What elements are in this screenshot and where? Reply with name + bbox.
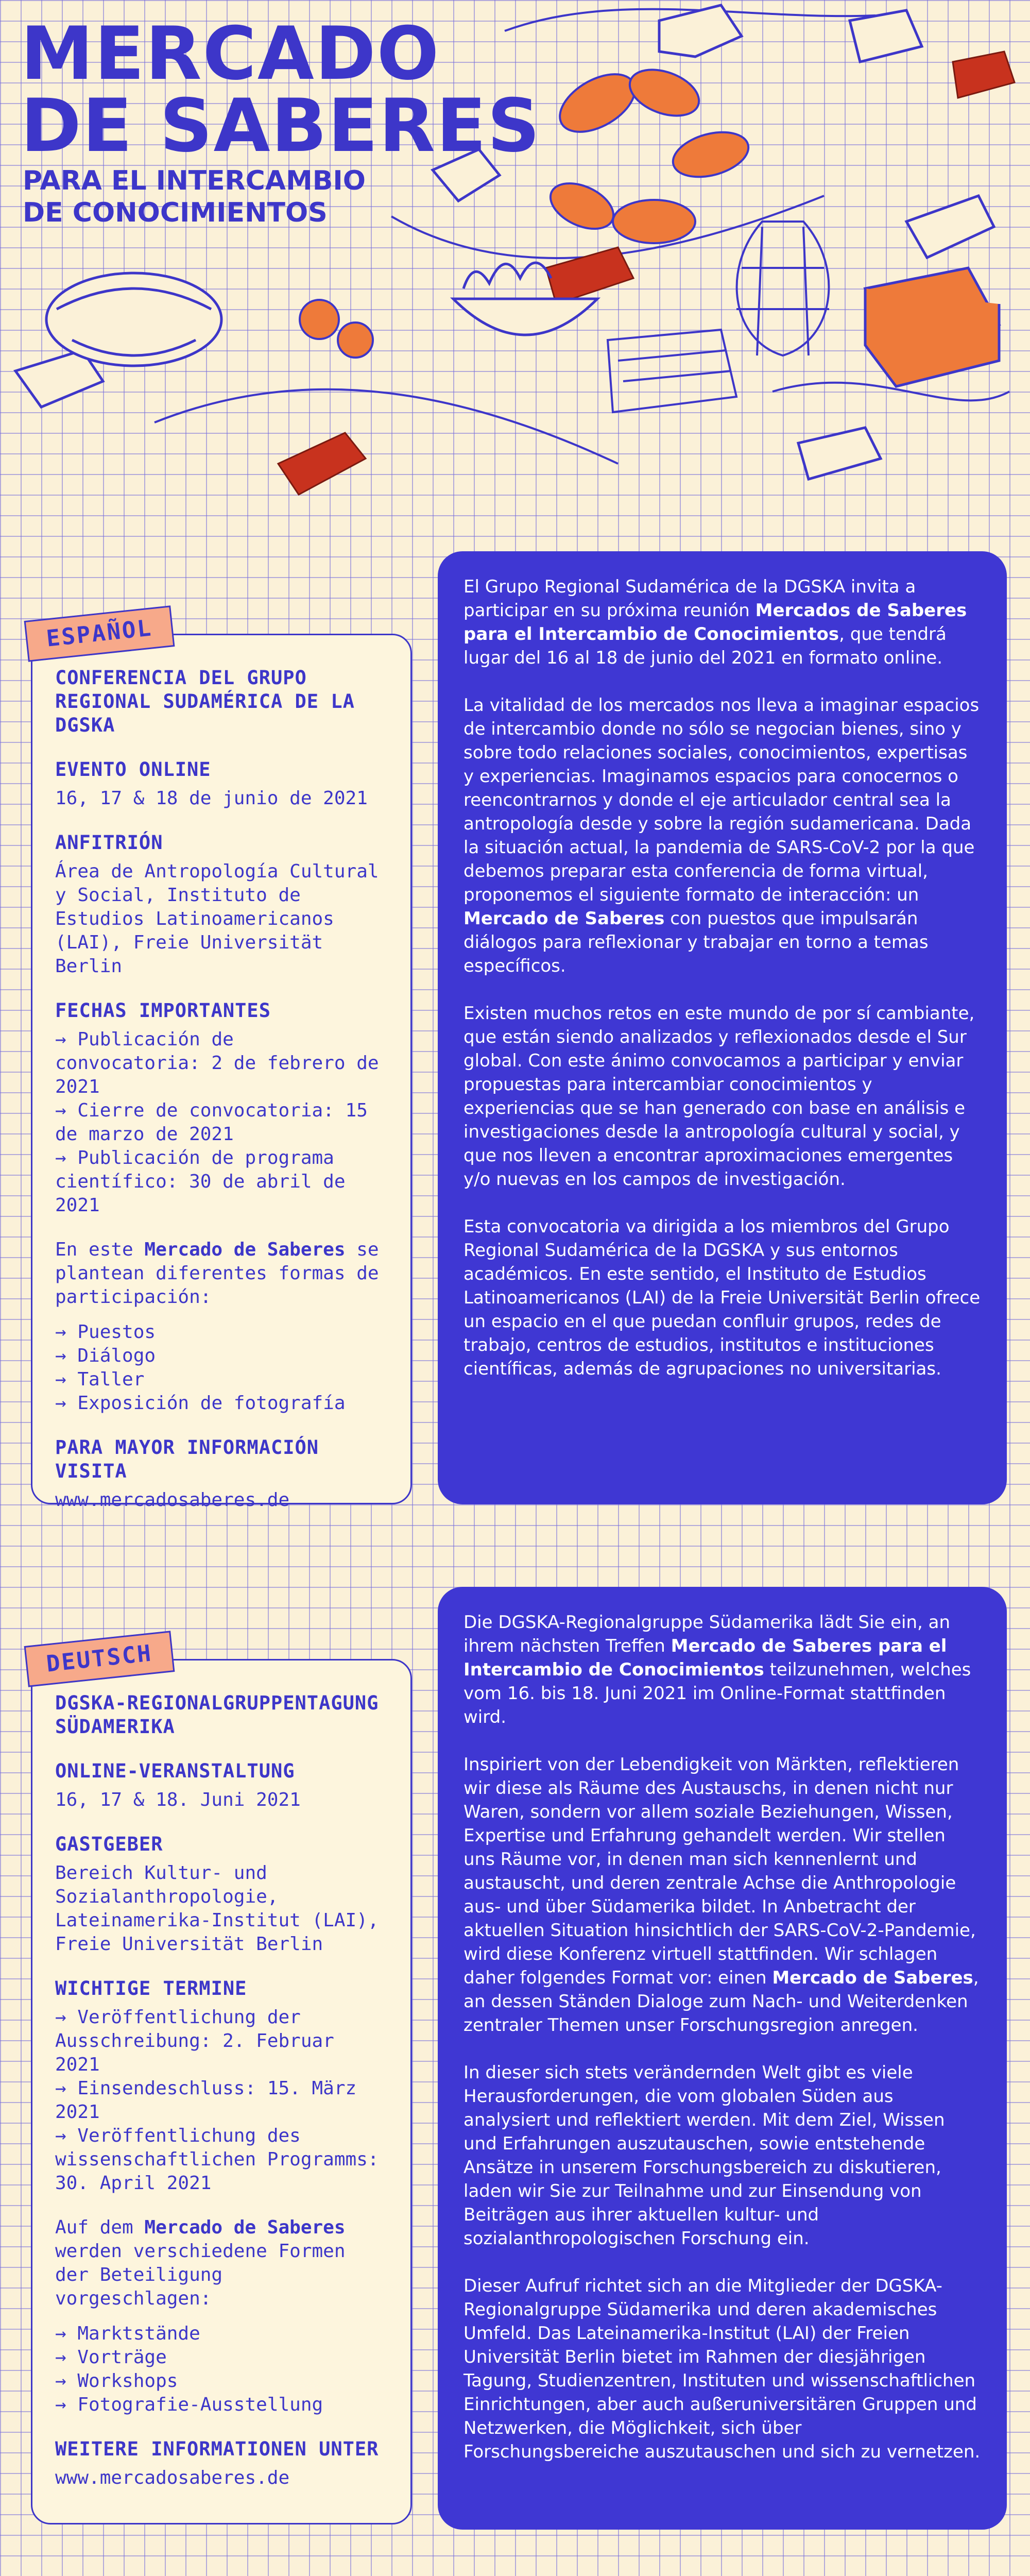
info-heading: WEITERE INFORMATIONEN UNTER [55, 2438, 379, 2460]
paragraph: El Grupo Regional Sudamérica de la DGSKA invita a participar en su próxima reunión Mercados de Saberes para el Intercambio de Conocimientos, que tendrá lugar del 16 al 18 de junio del 2021 en formato online. [464, 577, 967, 668]
paragraph: Dieser Aufruf richtet sich an die Mitglieder der DGSKA-Regionalgruppe Südamerika und deren akademisches Umfeld. Das Lateinamerika-Institut (LAI) der Freien Universität Berlin bietet im Rahmen der diesjährigen Tagung, Studienzentren, Instituten und wissenschaftlichen Einrichtungen, aber auch außeruniversitären Gruppen und Netzwerken, die Möglichkeit, sich über Forschungsbereiche auszutauschen und sich zu vernetzen. [464, 2276, 981, 2462]
list-item: → Taller [55, 1368, 390, 1392]
website-link[interactable]: www.mercadosaberes.de [55, 2467, 290, 2488]
paragraph: Die DGSKA-Regionalgruppe Südamerika lädt Sie ein, an ihrem nächsten Treffen Mercado de Saberes para el Intercambio de Conocimientos teilzunehmen, welches vom 16. bis 18. Juni 2021 im Online-Format stattfinden wird. [464, 1612, 971, 1727]
page-title-line1: MERCADO [21, 11, 440, 96]
list-item: → Einsendeschluss: 15. März 2021 [55, 2077, 390, 2124]
host-text: Área de Antropología Cultural y Social, Instituto de Estudios Latinoamericanos (LAI), Freie Universität Berlin [55, 861, 379, 977]
dates-list [55, 2006, 390, 2195]
list-item: → Fotografie-Ausstellung [55, 2393, 390, 2417]
forms-list [55, 1320, 390, 1415]
info-card-de [31, 1659, 412, 2524]
cloth-icon [608, 330, 736, 412]
forms-intro: Auf dem Mercado de Saberes werden verschiedene Formen der Beteiligung vorgeschlagen: [55, 2217, 346, 2309]
forms-list [55, 2322, 390, 2417]
subtitle-line2: DE CONOCIMIENTOS [23, 197, 328, 228]
paragraph: Existen muchos retos en este mundo de por sí cambiante, que están siendo analizados y reflexionados desde el Sur global. Con este ánimo convocamos a participar y enviar propuestas para intercambiar conocimientos y experiencias que se han generado con base en análisis e investigaciones desde la antropología cultural y social, y que nos lleven a encontrar aproximaciones emergentes y/o nuevas en los campos de investigación. [464, 1003, 975, 1190]
paragraph: La vitalidad de los mercados nos lleva a imaginar espacios de intercambio donde no sólo se negocian bienes, sino y sobre todo relaciones sociales, conocimientos, expertisas y experiencias. Imaginamos espacios para conocernos o reencontrarnos y donde el eje articulador central sea la antropología desde y sobre la región sudamericana. Dada la situación actual, la pandemia de SARS-CoV-2 por la que debemos preparar esta conferencia de forma virtual, proponemos el siguiente formato de interacción: un Mercado de Saberes con puestos que impulsarán diálogos para reflexionar y trabajar en torno a temas específicos. [464, 695, 980, 976]
event-date: 16, 17 & 18. Juni 2021 [55, 1789, 301, 1810]
language-tag-de: DEUTSCH [24, 1631, 175, 1687]
dates-heading: WICHTIGE TERMINE [55, 1977, 247, 1999]
text-panel-de [438, 1587, 1007, 2530]
page-title-line2: DE SABERES [21, 83, 541, 168]
event-heading: ONLINE-VERANSTALTUNG [55, 1760, 295, 1782]
basket-icon [46, 273, 221, 366]
list-item: → Diálogo [55, 1344, 390, 1368]
page-subtitle [23, 165, 486, 229]
net-bag-icon [736, 222, 829, 355]
paragraph: In dieser sich stets verändernden Welt gibt es viele Herausforderungen, die vom globalen Süden aus analysiert und reflektiert werden. Mit dem Ziel, Wissen und Erfahrungen auszutauschen, sowie entstehende Ansätze in unserem Forschungsbereich zu diskutieren, laden wir Sie zur Teilnahme und zur Einsendung von Beiträgen aus ihrer aktuellen kultur- und sozialanthropologischen Forschung ein. [464, 2062, 945, 2249]
list-item: → Publicación de convocatoria: 2 de febrero de 2021 [55, 1028, 390, 1099]
dates-heading: FECHAS IMPORTANTES [55, 999, 271, 1022]
paragraph: Esta convocatoria va dirigida a los miembros del Grupo Regional Sudamérica de la DGSKA y sus entornos académicos. En este sentido, el Instituto de Estudios Latinoamericanos (LAI) de la Freie Universität Berlin ofrece un espacio en el que puedan confluir grupos, redes de trabajo, centros de estudios, institutos e instituciones científicas, además de agrupaciones no universitarias. [464, 1216, 981, 1379]
event-heading: EVENTO ONLINE [55, 758, 211, 781]
list-item: → Workshops [55, 2369, 390, 2393]
conference-title: CONFERENCIA DEL GRUPO REGIONAL SUDAMÉRICA DE LA DGSKA [55, 667, 355, 736]
list-item: → Veröffentlichung des wissenschaftlichen Programms: 30. April 2021 [55, 2124, 390, 2195]
list-item: → Cierre de convocatoria: 15 de marzo de 2021 [55, 1099, 390, 1146]
list-item: → Vorträge [55, 2346, 390, 2369]
box-icon [865, 268, 999, 386]
website-link[interactable]: www.mercadosaberes.de [55, 1489, 290, 1511]
subtitle-line1: PARA EL INTERCAMBIO [23, 165, 366, 196]
conference-title: DGSKA-REGIONALGRUPPENTAGUNG SÜDAMERIKA [55, 1692, 379, 1738]
info-heading: PARA MAYOR INFORMACIÓN VISITA [55, 1436, 319, 1482]
hero-header [0, 0, 1030, 577]
paragraph: Inspiriert von der Lebendigkeit von Märkten, reflektieren wir diese als Räume des Austauschs, in denen nicht nur Waren, sondern vor allem soziale Beziehungen, Wissen, Expertise und Erfahrung gehandelt werden. Wir stellen uns Räume vor, in denen man sich kennenlernt und austauscht, und deren zentrale Achse die Anthropologie aus- und über Südamerika bildet. In Anbetracht der aktuellen Situation hinsichtlich der SARS-CoV-2-Pandemie, wird diese Konferenz virtuell stattfinden. Wir schlagen daher folgendes Format vor: einen Mercado de Saberes, an dessen Ständen Dialoge zum Nach- und Weiterdenken zentraler Themen unser Forschungsregion anregen. [464, 1754, 979, 2036]
list-item: → Marktstände [55, 2322, 390, 2346]
event-date: 16, 17 & 18 de junio de 2021 [55, 788, 368, 809]
list-item: → Veröffentlichung der Ausschreibung: 2. Februar 2021 [55, 2006, 390, 2077]
info-card-es [31, 634, 412, 1511]
text-panel-es [438, 551, 1007, 1504]
list-item: → Puestos [55, 1320, 390, 1344]
list-item: → Publicación de programa científico: 30 de abril de 2021 [55, 1146, 390, 1217]
host-heading: ANFITRIÓN [55, 832, 163, 854]
forms-intro: En este Mercado de Saberes se plantean diferentes formas de participación: [55, 1239, 379, 1308]
language-tag-es: ESPAÑOL [24, 605, 175, 662]
list-item: → Exposición de fotografía [55, 1392, 390, 1415]
host-heading: GASTGEBER [55, 1833, 163, 1855]
host-text: Bereich Kultur- und Sozialanthropologie, Lateinamerika-Institut (LAI), Freie Universität Berlin [55, 1862, 379, 1955]
dates-list [55, 1028, 390, 1217]
